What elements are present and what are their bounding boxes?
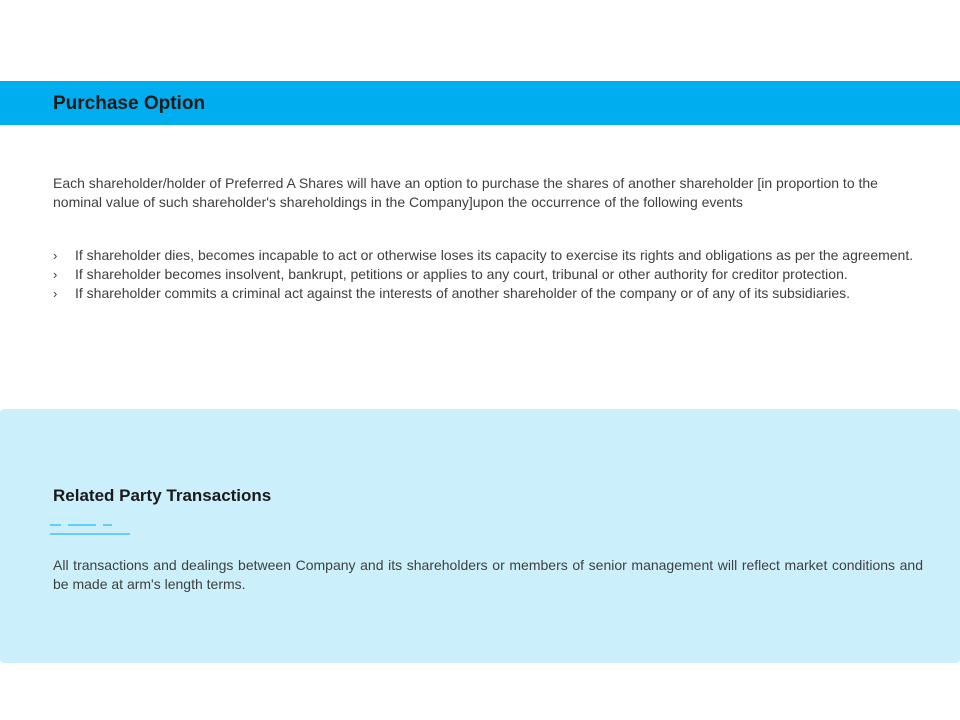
list-item-text: If shareholder commits a criminal act against the interests of another shareholder of the company or of any of its subsidiaries. bbox=[75, 285, 851, 301]
list-item-text: If shareholder dies, becomes incapable to act or otherwise loses its capacity to exercise its rights and obligations as per the agreement. bbox=[75, 247, 914, 263]
related-party-panel bbox=[0, 409, 960, 663]
purchase-option-title: Purchase Option bbox=[53, 93, 206, 114]
list-item-text: If shareholder becomes insolvent, bankrupt, petitions or applies to any court, tribunal or other authority for creditor protection. bbox=[75, 266, 848, 282]
list-item bbox=[53, 246, 923, 265]
title-underline-decoration bbox=[50, 520, 130, 536]
related-party-body: All transactions and dealings between Company and its shareholders or members of senior management will reflect market conditions and be made at arm's length terms. bbox=[53, 557, 923, 592]
list-item bbox=[53, 284, 923, 303]
chevron-right-icon: › bbox=[53, 267, 58, 282]
purchase-events-list bbox=[53, 246, 923, 303]
list-item bbox=[53, 265, 923, 284]
chevron-right-icon: › bbox=[53, 286, 58, 301]
related-party-title: Related Party Transactions bbox=[53, 486, 272, 505]
chevron-right-icon: › bbox=[53, 248, 58, 263]
purchase-option-intro: Each shareholder/holder of Preferred A Shares will have an option to purchase the shares of another shareholder [in proportion to the nominal value of such shareholder's shareholdings in the Company]upon the occurrence of the following events bbox=[53, 175, 878, 210]
